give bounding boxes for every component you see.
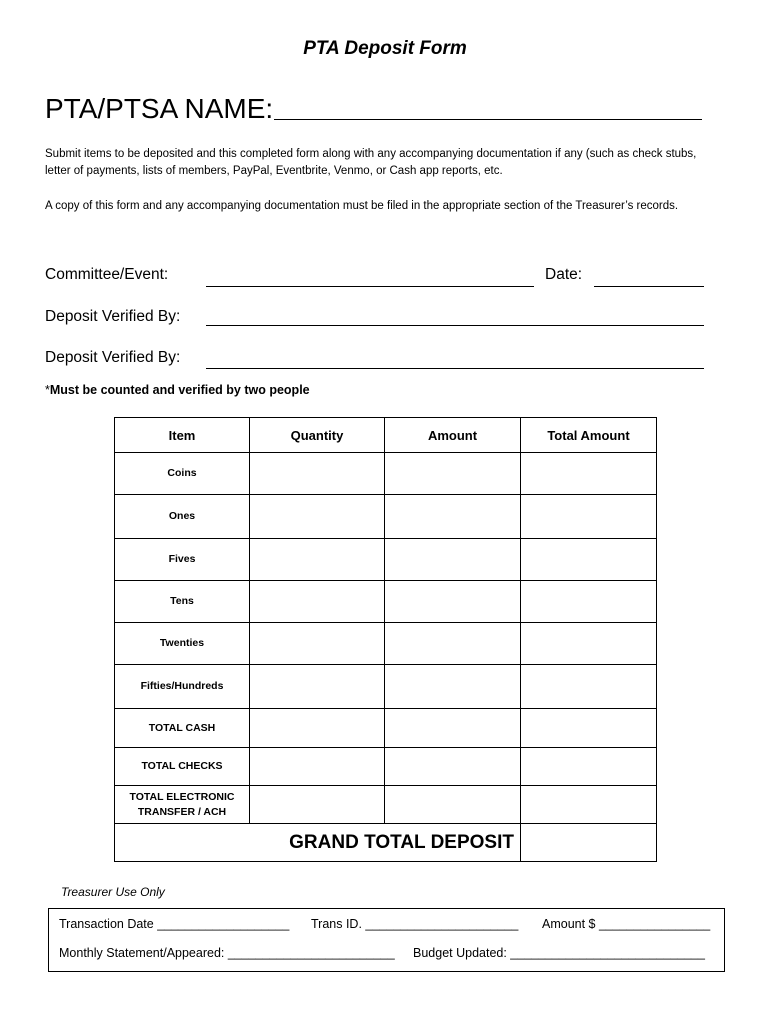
note-asterisk: * bbox=[45, 383, 50, 397]
header-total-amount: Total Amount bbox=[521, 418, 657, 453]
transaction-date-field[interactable]: Transaction Date ___________________ bbox=[59, 917, 290, 931]
pta-name-label: PTA/PTSA NAME: bbox=[45, 93, 274, 124]
amount-cell[interactable] bbox=[385, 786, 521, 824]
table-header-row bbox=[115, 418, 657, 453]
amount-cell[interactable] bbox=[385, 539, 521, 581]
total-amount-cell[interactable] bbox=[521, 539, 657, 581]
quantity-cell[interactable] bbox=[250, 495, 385, 539]
trans-id-field[interactable]: Trans ID. ______________________ bbox=[311, 917, 519, 931]
deposit-table bbox=[114, 417, 657, 862]
total-amount-cell[interactable] bbox=[521, 748, 657, 786]
committee-event-field[interactable] bbox=[206, 286, 534, 287]
quantity-cell[interactable] bbox=[250, 623, 385, 665]
header-amount: Amount bbox=[385, 418, 521, 453]
row-item-label: Twenties bbox=[115, 623, 250, 665]
quantity-cell[interactable] bbox=[250, 539, 385, 581]
grand-total-label: GRAND TOTAL DEPOSIT bbox=[250, 824, 521, 862]
total-amount-cell[interactable] bbox=[521, 453, 657, 495]
total-amount-cell[interactable] bbox=[521, 786, 657, 824]
amount-cell[interactable] bbox=[385, 623, 521, 665]
row-item-label: Fives bbox=[115, 539, 250, 581]
quantity-cell[interactable] bbox=[250, 748, 385, 786]
monthly-statement-field[interactable]: Monthly Statement/Appeared: ________________________ bbox=[59, 946, 395, 960]
grand-total-cell[interactable] bbox=[521, 824, 657, 862]
amount-cell[interactable] bbox=[385, 748, 521, 786]
verified-by-2-label: Deposit Verified By: bbox=[45, 349, 181, 366]
grand-total-row bbox=[115, 824, 657, 862]
table-row bbox=[115, 665, 657, 709]
header-item: Item bbox=[115, 418, 250, 453]
total-amount-cell[interactable] bbox=[521, 623, 657, 665]
budget-updated-field[interactable]: Budget Updated: ____________________________ bbox=[413, 946, 705, 960]
row-item-label: TOTAL ELECTRONIC TRANSFER / ACH bbox=[115, 786, 250, 824]
table-row bbox=[115, 748, 657, 786]
table-row bbox=[115, 453, 657, 495]
total-amount-cell[interactable] bbox=[521, 581, 657, 623]
instructions-paragraph-2: A copy of this form and any accompanying documentation must be filed in the appropriate section of the Treasurer’s records. bbox=[45, 200, 679, 212]
table-row bbox=[115, 495, 657, 539]
quantity-cell[interactable] bbox=[250, 453, 385, 495]
total-amount-cell[interactable] bbox=[521, 495, 657, 539]
amount-cell[interactable] bbox=[385, 453, 521, 495]
table-row bbox=[115, 539, 657, 581]
row-item-label: Coins bbox=[115, 453, 250, 495]
row-item-label: Tens bbox=[115, 581, 250, 623]
verified-by-1-field[interactable] bbox=[206, 325, 704, 326]
row-item-label: Fifties/Hundreds bbox=[115, 665, 250, 709]
total-amount-cell[interactable] bbox=[521, 665, 657, 709]
header-quantity: Quantity bbox=[250, 418, 385, 453]
amount-field[interactable]: Amount $ ________________ bbox=[542, 917, 711, 931]
grand-total-spacer bbox=[115, 824, 250, 862]
table-row bbox=[115, 786, 657, 824]
note-text: Must be counted and verified by two people bbox=[49, 383, 310, 397]
date-field[interactable] bbox=[594, 286, 704, 287]
row-item-label: Ones bbox=[115, 495, 250, 539]
table-row bbox=[115, 709, 657, 748]
amount-cell[interactable] bbox=[385, 495, 521, 539]
pta-name-field[interactable] bbox=[274, 119, 702, 120]
amount-cell[interactable] bbox=[385, 581, 521, 623]
row-item-label: TOTAL CASH bbox=[115, 709, 250, 748]
quantity-cell[interactable] bbox=[250, 786, 385, 824]
verification-note bbox=[45, 383, 310, 397]
row-item-label: TOTAL CHECKS bbox=[115, 748, 250, 786]
date-label: Date: bbox=[545, 266, 583, 283]
quantity-cell[interactable] bbox=[250, 709, 385, 748]
instructions-paragraph-1: Submit items to be deposited and this completed form along with any accompanying documentation if any (such as check stubs, letter of payments, lists of members, PayPal, Eventbrite, Venmo, or Cash app reports, etc. bbox=[45, 148, 697, 177]
total-amount-cell[interactable] bbox=[521, 709, 657, 748]
quantity-cell[interactable] bbox=[250, 665, 385, 709]
quantity-cell[interactable] bbox=[250, 581, 385, 623]
amount-cell[interactable] bbox=[385, 665, 521, 709]
committee-event-label: Committee/Event: bbox=[45, 266, 169, 283]
table-row bbox=[115, 623, 657, 665]
amount-cell[interactable] bbox=[385, 709, 521, 748]
table-row bbox=[115, 581, 657, 623]
treasurer-use-label: Treasurer Use Only bbox=[61, 885, 165, 899]
form-title: PTA Deposit Form bbox=[303, 38, 467, 59]
verified-by-1-label: Deposit Verified By: bbox=[45, 308, 181, 325]
verified-by-2-field[interactable] bbox=[206, 368, 704, 369]
